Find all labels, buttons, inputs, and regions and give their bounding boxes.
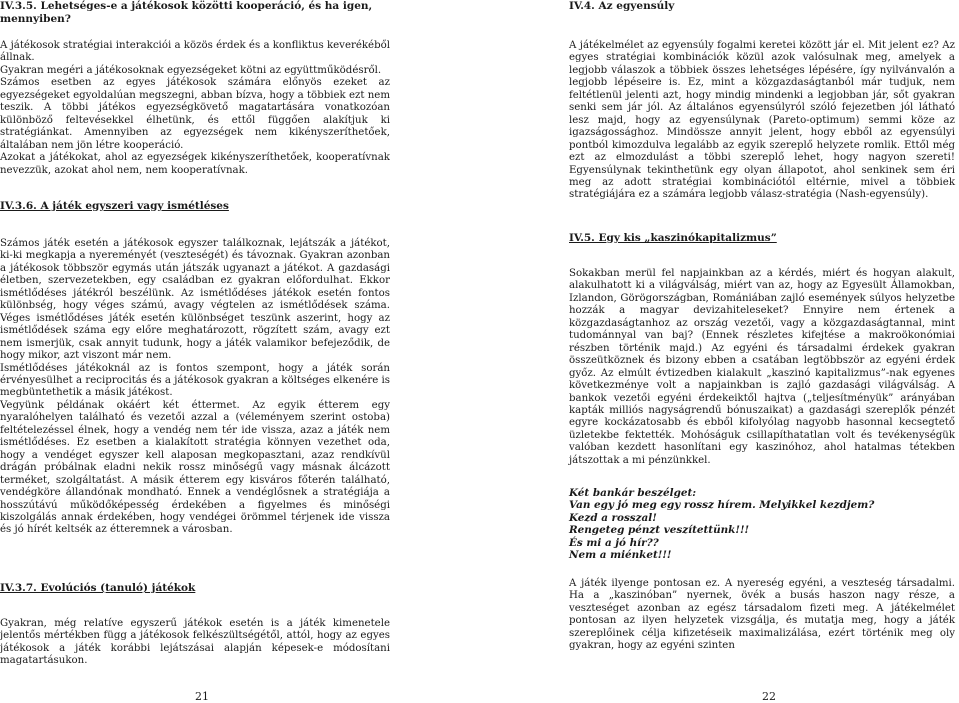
- casino-capitalism-paragraph: Sokakban merül fel napjainkban az a kérdés, miért és hogyan alakult, alakulhatott ki a világválság, miért van az, hogy az Egyesült Államokban, Izlandon, Görögországban, Romániában zajló események súlyos helyzetbe hozzák a magyar devizahiteleseket? Ennyire nem értenek a közgazdaságtanhoz az ország vezetői, vagy a közgazdaságtannal, mint tudománnyal van baj? (Ennek részletes kifejtése a makroökonómiai részben történik majd.) Az egyéni és társadalmi érdekek gyakran összeütköznek és bizony ebben a csatában legtöbbször az egyéni érdek győz. Az elmúlt évtizedben kialakult „kaszinó kapitalizmus”-nak egyenes következménye volt a napjainkban is zajló gazdasági világválság. A bankok vezetői egyéni érdekeiktől hajtva („teljesítményük” arányában kapták milliós nagyságrendű bónuszaikat) a gazdasági szereplők pénzét egyre kockázatosabb és ebből kifolyólag nagyobb hasonnal kecsegtető üzletekbe fektették. Mohóságuk csillapíthatatlan volt és tevékenységük valóban kezdett hasonlítani egy kaszinóhoz, ahol hatalmas tétekben játszottak a mi pénzünkkel.: [569, 268, 955, 466]
- dialogue-line: Nem a miénket!!!: [569, 549, 672, 562]
- repeated-game-section: [0, 238, 390, 537]
- right-page: [569, 0, 959, 702]
- page-number-left: 21: [195, 690, 209, 703]
- intro-paragraph: Azokat a játékokat, ahol az egyezségek kikényszeríthetőek, kooperatívnak nevezzük, azokat ahol nem, nem kooperatívnak.: [0, 152, 390, 176]
- section-heading-equilibrium: IV.4. Az egyensúly: [569, 0, 675, 12]
- dialogue-line: Van egy jó meg egy rossz hírem. Melyikkel kezdjem?: [569, 499, 875, 512]
- equilibrium-paragraph: A játékelmélet az egyensúly fogalmi keretei között jár el. Mit jelent ez? Az egyes stratégiai kombinációk közül azok valósulnak meg, amelyek a legjobb válaszok a többiek összes lehetséges lépésére, így nyilvánvalón a legjobb lépéseire is. Ez, mint a közgazdaságtanból már tudjuk, nem feltétlenül jelenti azt, hogy mindig mindenki a legjobban jár, sőt gyakran senki sem jár jól. Az általános egyensúlyról szóló fejezetben jól látható lesz majd, hogy az egyensúlynak (Pareto-optimum) semmi köze az igazságossághoz. Mindössze annyit jelent, hogy ebből az egyensúlyi pontból kimozdulva legalább az egyik szereplő helyzete romlik. Ettől még ezt az elmozdulást a többi szereplő lehet, hogy nagyon szereti! Egyensúlynak tekinthetünk egy olyan állapotot, ahol senkinek sem éri meg az adott stratégiai kombinációtól eltérnie, mivel a többiek stratégiájára ez a számára legjobb válasz-stratégia (Nash-egyensúly).: [569, 40, 955, 201]
- casino-capitalism-section: [569, 268, 955, 467]
- conclusion-paragraph: A játék ilyenge pontosan ez. A nyereség egyéni, a veszteség társadalmi. Ha a „kaszinóban” nyernek, övék a busás haszon nagy része, a veszteséget azonban az egész társadalom fizeti meg. A játékelmélet pontosan az ilyen helyzetek vizsgálja, és mutatja meg, hogy a játék szereplőinek célja kifizetéseik maximalizálása, ezért történik meg oly gyakran, hogy az egyéni szinten: [569, 578, 955, 652]
- repeated-game-paragraph: Számos játék esetén a játékosok egyszer találkoznak, lejátszák a játékot, ki-ki megkapja a nyereményét (veszteségét) és távoznak. Gyakran azonban a játékosok többször egymás után játszák ugyanazt a játékot. A gazdasági életben, szervezetekben, egy családban ez gyakran előfordulhat. Ekkor ismétlődéses játékról beszélünk. Az ismétlődéses játékok esetén fontos különbség, hogy véges számú, avagy végtelen az ismétlődések száma. Véges ismétlődéses játék esetén különbséget teszünk aszerint, hogy az ismétlődések száma egy előre meghatározott, rögzített szám, avagy ezt nem ismerjük, csak annyit tudunk, hogy a játék valamikor befejeződik, de hogy mikor, azt viszont már nem.: [0, 238, 390, 362]
- intro-section: [0, 40, 390, 177]
- dialogue-line: Rengeteg pénzt veszítettünk!!!: [569, 524, 750, 537]
- section-heading-casino-capitalism: IV.5. Egy kis „kaszinókapitalizmus”: [569, 232, 777, 244]
- equilibrium-section: [569, 40, 955, 202]
- evolutionary-games-section: [0, 618, 390, 668]
- repeated-game-paragraph: Ismétlődéses játékoknál az is fontos szempont, hogy a játék során érvényesülhet a reciprocitás és a játékosok gyakran a költséges elkenére is megbüntethetik a másik játékost.: [0, 362, 390, 399]
- dialogue-line: Kezd a rosszal!: [569, 511, 657, 524]
- intro-paragraph: A játékosok stratégiai interakciói a közös érdek és a konfliktus keverékéből állnak.: [0, 40, 390, 64]
- section-heading-evolutionary-games: IV.3.7. Evolúciós (tanuló) játékok: [0, 582, 196, 594]
- conclusion-section: [569, 578, 955, 653]
- intro-paragraph: Számos esetben az egyes játékosok számára előnyös ezeket az egyezségeket egyoldalúan megszegni, abban bízva, hogy a többiek ezt nem teszik. A többi játékos egyezségkövető magatartására vonatkozóan különböző feltevésekkel élhetünk, és ettől függően alakítjuk ki stratégiánkat. Amennyiben az egyezségek nem kikényszeríthetőek, általában nem jön létre kooperáció.: [0, 77, 390, 151]
- dialogue-line: Két bankár beszélget:: [569, 487, 697, 499]
- page-number-right: 22: [762, 690, 776, 703]
- evolutionary-games-paragraph: Gyakran, még relatíve egyszerű játékok esetén is a játék kimenetele jelentős mértékben függ a játékosok felkészültségétől, attól, hogy az egyes játékosok a játék korábbi lejátszásai alapján képesek-e módosítani magatartásukon.: [0, 618, 390, 667]
- dialogue-line: És mi a jó hír??: [569, 536, 659, 549]
- intro-paragraph: Gyakran megéri a játékosoknak egyezségeket kötni az együttműködésről.: [0, 64, 382, 76]
- section-heading-repeated-game: IV.3.6. A játék egyszeri vagy ismétléses: [0, 200, 229, 212]
- joke-dialogue: [569, 487, 955, 561]
- left-page: [0, 0, 400, 702]
- section-heading-cooperation: IV.3.5. Lehetséges-e a játékosok közötti kooperáció, és ha igen, mennyiben?: [0, 0, 373, 25]
- restaurant-example-paragraph: Vegyünk példának okáért két éttermet. Az egyik étterem egy nyaralóhelyen található és vezetői azzal a (véleményem szerint ostoba) feltételezéssel élnek, hogy a vendég nem tér ide vissza, azaz a játék nem ismétlődéses. Ez esetben a kialakított stratégia könnyen vezethet oda, hogy a vendéget egyszer kell alaposan megkopasztani, azaz rendkívül drágán próbálnak eladni nekik rossz minőségű vagy másnak álcázott terméket, szolgáltatást. A másik étterem egy kisváros főterén található, vendégköre állandónak mondható. Ennek a vendéglősnek a stratégiája a hosszútávú működőképesség érdekében a figyelmes és minőségi kiszolgálás annak érdekében, hogy vendégei örömmel térjenek ide vissza és jó hírét keltsék az étteremnek a városban.: [0, 399, 390, 536]
